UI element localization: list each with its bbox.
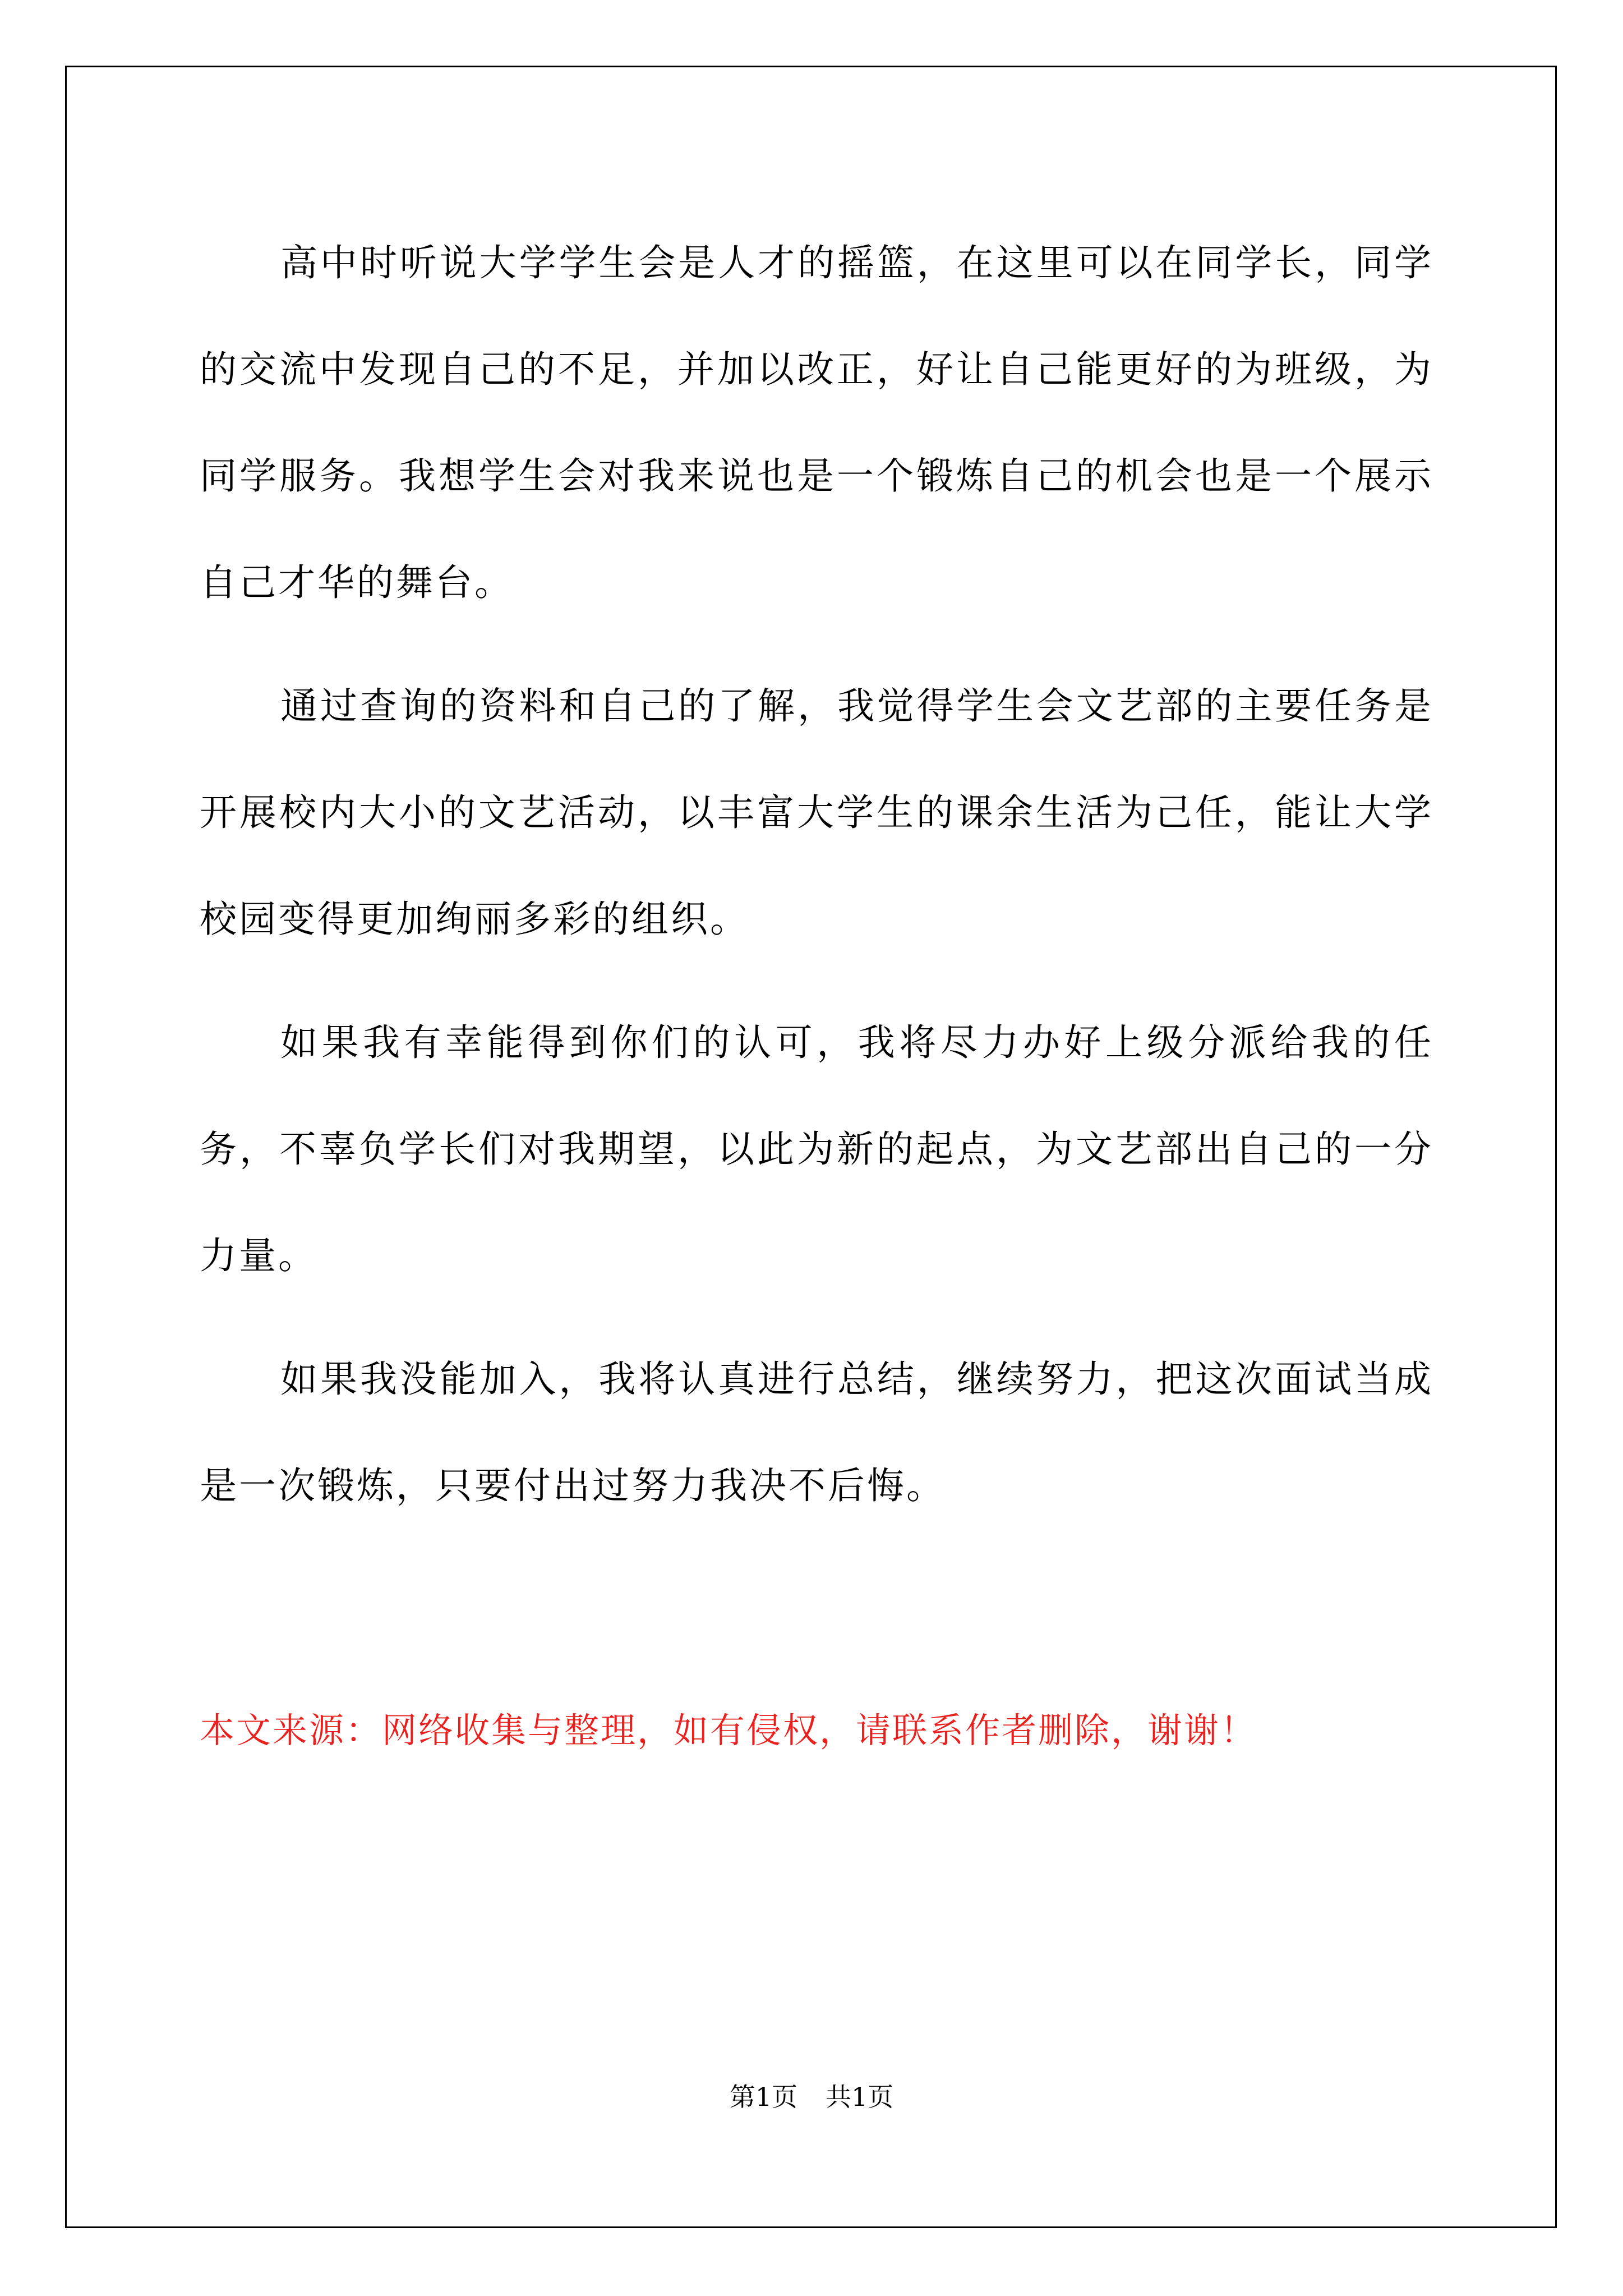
paragraph-1: 高中时听说大学学生会是人才的摇篮，在这里可以在同学长，同学的交流中发现自己的不足，并加以改正，好让自己能更好的为班级，为同学服务。我想学生会对我来说也是一个锻炼自己的机会也是一个展示自己才华的舞台。 — [200, 241, 1433, 604]
paragraph-3: 如果我有幸能得到你们的认可，我将尽力办好上级分派给我的任务，不辜负学长们对我期望，以此为新的起点，为文艺部出自己的一分力量。 — [200, 1021, 1433, 1277]
document-body — [200, 210, 1433, 1556]
page-footer — [0, 2080, 1623, 2114]
paragraph-4: 如果我没能加入，我将认真进行总结，继续努力，把这次面试当成是一次锻炼，只要付出过努力我决不后悔。 — [200, 1358, 1433, 1507]
page-number-current: 第1页 — [729, 2082, 797, 2112]
source-disclaimer: 本文来源：网络收集与整理，如有侵权，请联系作者删除，谢谢！ — [200, 1710, 1257, 1751]
paragraph-2: 通过查询的资料和自己的了解，我觉得学生会文艺部的主要任务是开展校内大小的文艺活动，以丰富大学生的课余生活为己任，能让大学校园变得更加绚丽多彩的组织。 — [200, 684, 1433, 941]
page-number-total: 共1页 — [826, 2082, 894, 2112]
